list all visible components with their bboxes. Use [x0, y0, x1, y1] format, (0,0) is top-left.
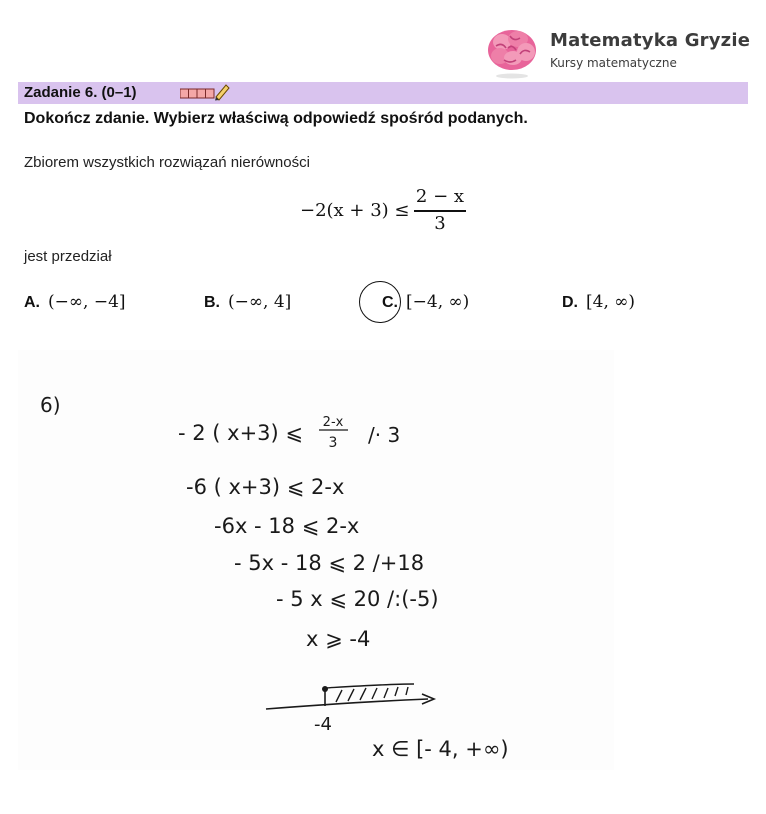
step-1-numerator: 2-x [322, 415, 344, 430]
option-b-value: (−∞, 4] [228, 292, 292, 312]
brain-logo-icon [484, 24, 540, 80]
step-3: -6x - 18 ⩽ 2-x [214, 514, 360, 538]
closed-endpoint-dot [322, 686, 328, 692]
step-2: -6 ( x+3) ⩽ 2-x [186, 475, 345, 499]
number-line [266, 684, 434, 709]
formula-lhs: −2(x + 3) ≤ [300, 200, 410, 221]
brand-title: Matematyka Gryzie [550, 30, 751, 51]
formula-denominator: 3 [434, 213, 446, 234]
handwritten-solution [18, 350, 614, 770]
task-title: Zadanie 6. (0–1) [24, 84, 137, 101]
pencil-icon [180, 83, 230, 101]
step-1-left: - 2 ( x+3) ⩽ [178, 421, 304, 445]
fraction-bar [414, 210, 466, 212]
option-d[interactable] [562, 292, 635, 312]
axis-label: -4 [314, 714, 332, 735]
solution-sketch [18, 350, 614, 770]
option-b-letter: B. [204, 294, 220, 311]
step-5: - 5 x ⩽ 20 /:(-5) [276, 587, 439, 611]
brand-header [484, 24, 754, 80]
option-c-letter: C. [382, 294, 398, 311]
option-a-value: (−∞, −4] [48, 292, 126, 312]
solution-label: 6) [40, 393, 61, 417]
formula-numerator: 2 − x [415, 186, 465, 207]
option-d-value: [4, ∞) [586, 292, 636, 312]
option-b[interactable] [204, 292, 291, 312]
option-a-letter: A. [24, 294, 40, 311]
step-4: - 5x - 18 ⩽ 2 /+18 [234, 551, 425, 575]
task-instruction: Dokończ zdanie. Wybierz właściwą odpowiedź spośród podanych. [24, 110, 528, 127]
option-a[interactable] [24, 292, 126, 312]
task-intro: Zbiorem wszystkich rozwiązań nierówności [24, 154, 310, 171]
step-1-denominator: 3 [328, 435, 338, 451]
step-1-operation: /· 3 [368, 423, 401, 447]
option-c[interactable] [382, 292, 469, 312]
option-c-value: [−4, ∞) [406, 292, 470, 312]
final-answer: x ∈ [- 4, +∞) [372, 737, 509, 761]
option-d-letter: D. [562, 294, 578, 311]
step-6: x ⩾ -4 [306, 627, 371, 651]
brand-subtitle: Kursy matematyczne [550, 56, 677, 70]
task-header-bar [18, 82, 748, 104]
task-outro: jest przedział [24, 248, 112, 265]
